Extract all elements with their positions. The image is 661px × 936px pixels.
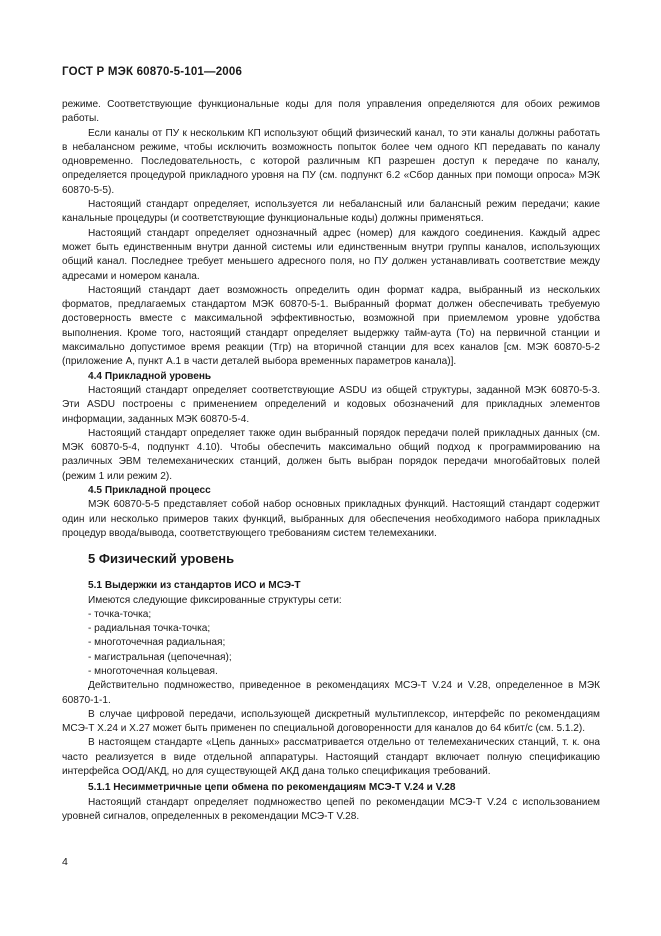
document-header: ГОСТ Р МЭК 60870-5-101—2006 (62, 66, 243, 78)
paragraph: МЭК 60870-5-5 представляет собой набор основных прикладных функций. Настоящий стандарт содержит один или несколько примеров таких функций, выбранных для обеспечения необходимого набора прикладных процедур ввода/вывода, соответствующего требованиям систем телемеханики. (62, 499, 600, 539)
paragraph: режиме. Соответствующие функциональные коды для поля управления определяются для обоих режимов работы. (62, 99, 600, 125)
subsection-heading: 4.5 Прикладной процесс (88, 485, 211, 497)
subsection-heading: 4.4 Прикладной уровень (88, 370, 212, 382)
subsection-heading: 5.1 Выдержки из стандартов ИСО и МСЭ-Т (88, 580, 301, 592)
page-body (62, 98, 600, 824)
paragraph: Если каналы от ПУ к нескольким КП используют общий физический канал, то эти каналы должны работать в небалансном режиме, чтобы исключить возможность попыток более чем одного КП передавать по каналу одновременно. Последовательность, с которой различным КП разрешен доступ к передаче по каналу, определяется процедурой прикладного уровня на ПУ (см. подпункт 6.2 «Сбор данных при помощи опроса» МЭК 60870-5-5). (62, 127, 600, 196)
paragraph: Настоящий стандарт определяет подмножество цепей по рекомендации МСЭ-Т V.24 с использованием уровней сигналов, определенных в рекомендации МСЭ-Т V.28. (62, 796, 600, 822)
list-item: - точка-точка; (88, 608, 152, 620)
paragraph: Имеются следующие фиксированные структуры сети: (88, 594, 342, 606)
list-item: - многоточечная радиальная; (88, 637, 226, 649)
paragraph: Настоящий стандарт дает возможность определить один формат кадра, выбранный из нескольких форматов, предлагаемых стандартом МЭК 60870-5-1. Выбранный формат должен обеспечивать требуемую достоверность вместе с максимальной эффективностью, возможной при приемлемом уровне удобства выполнения. Кроме того, настоящий стандарт определяет выдержку тайм-аута (Tо) на первичной станции и максимально допустимое время реакции (Tгр) на вторичной станции для всех каналов [см. МЭК 60870-5-2 (приложение А, пункт А.1 в части деталей выбора временных параметров канала)]. (62, 284, 600, 368)
section-heading: 5 Физический уровень (88, 551, 235, 567)
page-number: 4 (62, 856, 68, 868)
paragraph: В случае цифровой передачи, использующей дискретный мультиплексор, интерфейс по рекомендациям МСЭ-Т X.24 и X.27 может быть применен по специальной договоренности для каналов до 64 кбит/с (см. 5.1.2). (62, 708, 600, 735)
paragraph: Действительно подмножество, приведенное в рекомендациях МСЭ-Т V.24 и V.28, определенное в МЭК 60870-1-1. (62, 680, 600, 706)
paragraph: Настоящий стандарт определяет соответствующие ASDU из общей структуры, заданной МЭК 60870-5-3. Эти ASDU построены с применением определений и кодовых обозначений для прикладных элементов информации, заданных МЭК 60870-5-4. (62, 384, 600, 425)
list-item: - многоточечная кольцевая. (88, 665, 218, 677)
paragraph: Настоящий стандарт определяет также один выбранный порядок передачи полей прикладных данных (см. МЭК 60870-5-4, подпункт 4.10). Чтобы обеспечить максимально общий подход к программированию на различных ЭВМ телемеханических станций, должен быть выбран порядок передачи многобайтовых полей (режим 1 или режим 2). (62, 427, 600, 482)
paragraph: Настоящий стандарт определяет, используется ли небалансный или балансный режим передачи; какие канальные процедуры (и соответствующие функциональные коды) должны применяться. (62, 199, 600, 225)
list-item: - радиальная точка-точка; (88, 623, 211, 635)
clause-heading: 5.1.1 Несимметричные цепи обмена по рекомендациям МСЭ-Т V.24 и V.28 (88, 782, 456, 794)
paragraph: Настоящий стандарт определяет однозначный адрес (номер) для каждого соединения. Каждый адрес может быть единственным внутри данной системы или единственным внутри группы каналов, использующих общий канал. Последнее требует меньшего адресного поля, но ПУ должен устанавливать соответствие между адресами и номером канала. (62, 227, 600, 282)
paragraph: В настоящем стандарте «Цепь данных» рассматривается отдельно от телемеханических станций, т. к. она часто реализуется в виде отдельной аппаратуры. Настоящий стандарт включает полную спецификацию интерфейса ООД/АКД, но для существующей АКД дана только спецификация требований. (62, 737, 600, 778)
list-item: - магистральная (цепочечная); (88, 651, 232, 663)
